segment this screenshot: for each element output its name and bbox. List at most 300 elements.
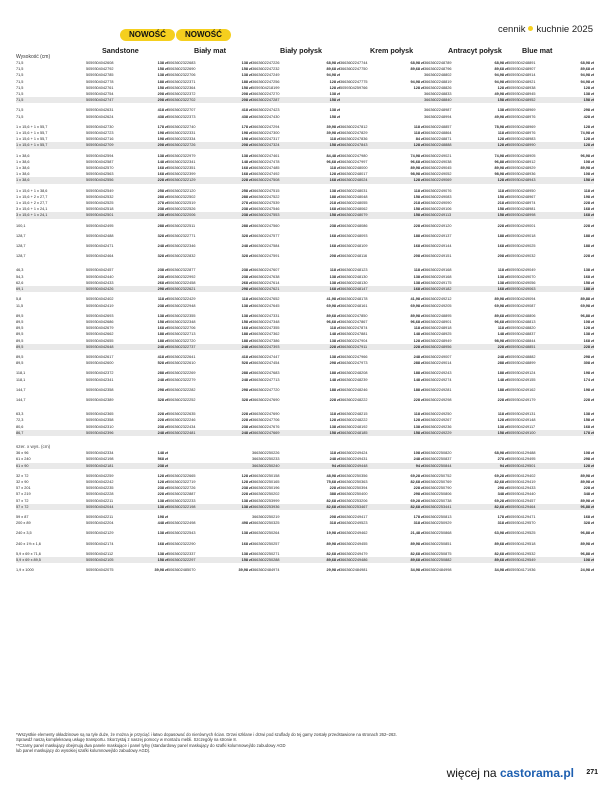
product-code-cell: 3663602247461 [252,153,280,158]
col-header-anthracite-gloss: Antracyt połysk [448,46,502,55]
dimension-cell: 72,3 [16,418,24,423]
product-code-cell: 3663602247867 [340,319,368,324]
product-code-cell: 3663602248840 [424,97,484,103]
product-code-cell: 3663602247607 [252,268,280,273]
product-code-cell: 5063602322948 [168,303,196,308]
footnotes [16,732,436,754]
price-cell: 238 zł [230,212,252,218]
dimension-cell: 57 x 201 [16,486,31,491]
product-code-cell: 3663602248949 [424,338,452,343]
product-code-cell: 3663602247553 [252,212,316,218]
price-cell: 128 zł [329,85,340,90]
price-cell: 198 zł [157,514,168,519]
product-code-cell: 5059304042709 [86,142,144,148]
price-cell: 84,48 zł [326,153,340,158]
col-header-blue-matt: Blue mat [522,46,553,55]
product-code-cell: 3663602248864 [424,131,452,136]
price-cell: 89,98 zł [580,166,594,171]
price-cell: 148 zł [329,332,340,337]
price-cell: 218 zł [413,201,424,206]
product-code-cell: 5059304249148 [508,418,536,423]
price-cell: 388 zł [329,492,340,497]
product-code-cell: 3663602247690 [252,397,280,402]
price-cell: 188 zł [157,79,168,84]
product-code-cell: 5059304248945 [508,92,536,97]
price-cell: 94,98 zł [580,73,594,78]
page-number: 271 [586,769,598,776]
product-code-cell: 3663602247249 [252,73,280,78]
price-cell: 168 zł [157,166,168,171]
price-cell: 268 zł [157,280,168,285]
product-code-cell: 5059304042402 [86,297,114,302]
price-cell: 238 zł [157,303,168,308]
product-code-cell: 3663602247485 [252,166,280,171]
price-cell: 89,68 zł [494,541,508,546]
price-cell: 49,98 zł [494,114,508,119]
price-cell: 138 zł [583,412,594,417]
product-code-cell: 5059304042310 [86,424,114,429]
product-code-cell: 5059304248921 [508,79,536,84]
price-cell: 238 zł [241,486,252,491]
price-cell: 41,98 zł [326,297,340,302]
dimension-cell: 3 x 15,6 + 1 x 24,1 [16,207,48,212]
price-cell: 108 zł [583,451,594,456]
price-cell: 108 zł [583,159,594,164]
price-cell: 228 zł [241,418,252,423]
product-code-cell: 5063602322120 [168,188,196,193]
dimension-cell: 5,9 x 69 x 71,6 [16,551,41,556]
product-code-cell: 3663602247348 [252,319,280,324]
product-code-cell: 3663602248994 [424,114,452,119]
price-cell: 49,98 zł [494,92,508,97]
price-cell: 82,68 zł [494,479,508,484]
product-code-cell: 5059304129570 [508,521,536,526]
product-code-cell: 3663602247997 [340,159,368,164]
price-cell: 94,98 zł [494,79,508,84]
product-code-cell: 3663602248826 [424,85,452,90]
price-cell: 138 zł [413,274,424,279]
dimension-cell: 1 x 38,6 [16,153,30,158]
product-code-cell: 5063602485070 [168,568,196,573]
price-cell: 158 zł [316,142,340,148]
product-code-cell: 5059304248907 [508,67,536,72]
price-cell: 168 zł [316,286,340,292]
product-code-cell: 5063602322610 [168,361,196,366]
price-cell: 138 zł [157,313,168,318]
price-cell: 138 zł [583,92,594,97]
product-code-cell: 5059304042679 [86,326,114,331]
product-code-cell: 5059304042358 [86,387,114,392]
product-code-cell: 3663602247850 [340,313,368,318]
dimension-cell: 1 x 15,6 + 2 x 27,7 [16,194,48,199]
price-cell: 228 zł [497,397,508,402]
price-cell: 138 zł [583,332,594,337]
price-cell: 98,98 zł [494,338,508,343]
product-code-cell: 3663602249424 [340,451,368,456]
price-cell: 158 zł [402,430,424,436]
product-code-cell: 5059304042044 [86,504,144,510]
product-code-cell: 5059304042129 [86,531,114,536]
price-cell: 128 zł [570,463,594,469]
product-code-cell: 3663602247560 [252,223,280,228]
price-cell: 69,28 zł [410,498,424,503]
price-cell: 198 zł [241,131,252,136]
price-cell: 138 zł [329,354,340,359]
dimension-cell: 89,5 [16,354,24,359]
dimension-cell: 71,5 [16,61,24,65]
product-code-cell: 3663602247911 [340,344,402,350]
footnote: *Wszystkie elementy okładzinowe są na tyle duże, że można je przyciąć i łatwo dopasować do nierównych ścian. Drzwi szklane i drzwi pod szuflady do tej gamy zostały przedstawione na stronach 262–263. [16,732,397,737]
product-code-cell: 3663602248109 [340,244,368,249]
price-cell: 288 zł [413,361,424,366]
price-cell: 128 zł [157,479,168,484]
product-code-cell: 5063602322458 [168,280,196,285]
product-code-cell: 5059304249056 [508,280,536,285]
price-cell: 228 zł [583,486,594,491]
product-code-cell: 3663602249182 [424,286,484,292]
product-code-cell: 3663602249168 [424,268,452,273]
price-cell: 178 zł [241,124,252,129]
price-cell: 228 zł [583,254,594,259]
product-code-cell: 5059304042655 [86,338,114,343]
price-cell: 248 zł [329,457,340,462]
product-code-cell: 3663602248161 [340,303,368,308]
product-code-cell: 5059304042259 [86,473,114,478]
price-cell: 118 zł [497,326,508,331]
product-code-cell: 5059304129518 [508,541,536,546]
price-cell: 208 zł [497,254,508,259]
price-cell: 82,68 zł [402,504,424,510]
product-code-cell: 5059304249155 [508,377,536,382]
price-cell: 89,98 zł [580,498,594,503]
price-cell: 298 zł [583,354,594,359]
price-cell: 238 zł [144,463,168,469]
col-header-height: Wysokość (cm) [16,54,51,60]
product-code-cell: 5063602322719 [168,479,196,484]
price-cell: 138 zł [157,153,168,158]
price-cell: 268 zł [241,280,252,285]
price-cell: 89,98 zł [494,297,508,302]
price-cell: 168 zł [570,212,594,218]
product-code-cell: 3663602247522 [252,194,280,199]
product-code-cell: 5063602322720 [168,338,196,343]
product-code-cell: 3663602249083 [424,194,452,199]
price-cell: 208 zł [157,92,168,97]
product-code-cell: 5059304248851 [508,344,570,350]
price-cell: 348 zł [497,492,508,497]
dimension-cell: 54,3 [16,274,24,279]
product-code-cell: 5059304042501 [86,212,144,218]
product-code-cell: 5063602322877 [168,268,196,273]
product-code-cell: 5059304249179 [508,397,536,402]
dimension-cell: 100,1 [16,223,26,228]
dimension-cell: 61 x 240 [16,457,31,462]
price-cell: 228 zł [583,223,594,228]
product-code-cell: 5059304249100 [508,430,570,436]
price-cell: 96,88 zł [580,531,594,536]
product-code-cell: 3663602247584 [252,244,280,249]
price-cell: 78,98 zł [494,124,508,129]
dimension-cell: 86,7 [16,430,86,436]
price-cell: 138 zł [329,108,340,113]
price-cell: 48,98 zł [326,473,340,478]
dimension-cell: 1 x 38,6 [16,159,30,164]
price-cell: 69,28 zł [494,473,508,478]
product-code-cell: 3663602247621 [252,286,316,292]
price-cell: 168 zł [583,338,594,343]
product-code-cell: 3663602484981 [340,568,368,573]
price-cell: 128 zł [413,418,424,423]
product-code-cell: 5063602322713 [168,332,196,337]
price-cell: 39,98 zł [154,568,168,573]
price-cell: 288 zł [241,223,252,228]
product-code-cell: 5059304042211 [86,514,114,519]
price-cell: 69,98 zł [410,303,424,308]
price-cell: 148 zł [329,377,340,382]
product-code-cell: 5059304248967 [508,194,536,199]
price-cell: 188 zł [157,338,168,343]
product-code-cell: 5059304042778 [86,79,114,84]
product-code-cell: 3663602250202 [252,492,280,497]
price-cell: 118 zł [413,188,424,193]
product-code-cell: 3663602250844 [424,463,484,469]
product-code-cell: 3663602250264 [252,531,280,536]
dimension-cell: 1 x 15,6 + 1 x 38,6 [16,188,48,193]
product-code-cell: 5059304248938 [508,85,536,90]
page-header [498,24,593,35]
price-cell: 128 zł [413,338,424,343]
price-cell: 94 zł [484,463,508,469]
price-cell: 328 zł [241,233,252,238]
product-code-cell: 5063602322006 [168,212,230,218]
product-code-cell: 5059304042242 [86,479,114,484]
product-code-cell: 3663602249462 [340,531,368,536]
price-cell: 168 zł [241,326,252,331]
price-cell: 82,68 zł [484,504,508,510]
product-code-cell: 5059304042228 [86,492,114,497]
price-cell: 188 zł [497,387,508,392]
product-code-cell: 5063602322641 [168,354,196,359]
product-code-cell: 5059304042358 [86,418,114,423]
price-cell: 208 zł [241,92,252,97]
product-code-cell: 3663602247515 [252,188,280,193]
product-code-cell: 5059304129433 [508,486,536,491]
price-cell: 138 zł [583,268,594,273]
product-code-cell: 3663602247966 [340,354,368,359]
product-code-cell: 5059304248998 [508,212,570,218]
product-code-cell: 3663602249007 [424,354,452,359]
price-cell: 94,98 zł [326,73,340,78]
dimension-cell: 71,5 [16,73,24,78]
product-code-cell: 3663602250875 [424,551,452,556]
product-code-cell: 3663602249090 [424,201,452,206]
price-cell: 98,98 zł [410,172,424,177]
product-code-cell: 3663602249137 [424,233,452,238]
product-code-cell: 3663602249448 [340,463,402,469]
price-cell: 69,98 zł [494,303,508,308]
price-cell: 96,88 zł [494,159,508,164]
price-cell: 21,48 zł [410,531,424,536]
product-code-cell: 3663602247324 [252,142,316,148]
product-code-cell: 3663602248185 [340,430,402,436]
product-code-cell: 3663602247683 [252,371,280,376]
product-code-cell: 3663602248802 [424,73,452,78]
product-code-cell: 5063602322498 [168,521,196,526]
product-code-cell: 3663602248888 [424,142,484,148]
product-code-cell: 3663602253999 [252,498,280,503]
price-cell: 168 zł [329,207,340,212]
product-code-cell: 3663602248956 [424,344,484,350]
price-cell: 138 zł [157,73,168,78]
dimension-cell: 118,1 [16,377,26,382]
price-cell: 158 zł [241,67,252,72]
product-code-cell: 5063602322279 [168,377,196,382]
dimension-cell: 71,5 [16,114,24,119]
product-code-cell: 3663602250820 [424,451,452,456]
product-code-cell: 5059304042723 [86,131,114,136]
price-cell: 138 zł [241,531,252,536]
product-code-cell: 3663602250356 [340,473,368,478]
product-code-cell: 3663602249236 [424,424,452,429]
price-cell: 248 zł [241,377,252,382]
price-cell: 248 zł [230,344,252,350]
dimension-cell: 1 x 38,6 [16,177,86,183]
price-cell: 128 zł [241,479,252,484]
price-cell: 168 zł [497,244,508,249]
new-badge-sandstone: NOWOŚĆ [120,29,175,41]
price-cell: 19,98 zł [326,531,340,536]
price-cell: 94,98 zł [494,73,508,78]
price-cell: 82,68 zł [410,551,424,556]
price-cell: 228 zł [230,177,252,183]
product-code-cell: 3663602248918 [424,326,452,331]
price-cell: 418 zł [241,354,252,359]
product-code-cell: 5059304248929 [508,166,536,171]
price-cell: 118 zł [329,268,340,273]
price-cell: 118 zł [497,188,508,193]
product-code-cell: 5059304042495 [86,223,114,228]
dimension-cell: 69,1 [16,286,86,292]
product-code-cell: 3663602250158 [252,473,280,478]
product-code-cell: 5063602322348 [168,319,196,324]
product-code-cell: 3663602250929 [424,521,452,526]
price-cell: 168 zł [241,541,252,546]
product-code-cell: 3663602250813 [424,514,452,519]
price-cell: 94,98 zł [580,79,594,84]
product-code-cell: 3663602248031 [340,188,368,193]
product-code-cell: 3663602247750 [340,67,368,72]
product-code-cell: 3663602249038 [424,159,452,164]
dimension-cell: 128,7 [16,254,26,259]
price-cell: 128 zł [497,137,508,142]
price-cell: 298 zł [144,286,168,292]
product-code-cell: 5059304249094 [508,297,536,302]
price-cell: 96,68 zł [326,319,340,324]
product-code-cell: 5059304042792 [86,67,114,72]
product-code-cell: 3663602249417 [340,514,368,519]
price-cell: 228 zł [413,223,424,228]
product-code-cell: 5059304248820 [508,326,536,331]
product-code-cell: 3663602248192 [340,424,368,429]
product-code-cell: 5063602322992 [168,274,196,279]
price-cell: 288 zł [497,361,508,366]
price-cell: 89,98 zł [494,166,508,171]
price-cell: 34,98 zł [410,568,424,573]
price-cell: 238 zł [241,274,252,279]
product-code-cell: 5059304248905 [508,153,536,158]
product-code-cell: 5059304248983 [508,137,536,142]
price-cell: 228 zł [329,486,340,491]
product-code-cell: 5059304129525 [508,531,536,536]
price-cell: 228 zł [144,177,168,183]
product-code-cell: 5063602322887 [168,492,196,497]
product-code-cell: 3663602248086 [340,223,368,228]
price-cell: 75,68 zł [326,479,340,484]
product-code-cell: 3663602250400 [340,492,368,497]
price-cell: 158 zł [329,114,340,119]
product-code-cell: 5063602322331 [168,131,196,136]
price-table [16,60,594,573]
product-code-cell: 5059304042426 [86,286,144,292]
product-code-cell: 3663602248901 [424,319,452,324]
product-code-cell: 3663602247362 [252,332,280,337]
price-cell: 498 zł [241,521,252,526]
product-code-cell: 5059304042624 [86,114,114,119]
price-cell: 148 zł [157,451,168,456]
price-cell: 158 zł [413,207,424,212]
price-cell: 39,98 zł [326,131,340,136]
product-code-cell: 5059304042396 [86,430,144,436]
product-code-cell: 3663602247706 [252,418,280,423]
product-code-cell: 5059304249131 [508,412,536,417]
price-cell: 96,98 zł [580,153,594,158]
col-header-sandstone: Sandstone [102,46,139,55]
product-code-cell: 5059304248899 [508,361,536,366]
product-code-cell: 5059304249001 [508,223,536,228]
website-link[interactable] [447,766,574,780]
price-cell: 89,68 zł [410,67,424,72]
price-cell: 218 zł [329,201,340,206]
product-code-cell: 3663602247652 [252,297,280,302]
dimension-cell: 57 x 72 [16,498,29,503]
price-cell: 138 zł [329,274,340,279]
product-code-cell: 5059304248969 [508,108,536,113]
product-code-cell: 5063602322771 [168,233,196,238]
price-cell: 168 zł [329,233,340,238]
dimension-cell: 71,5 [16,79,24,84]
product-code-cell: 5059304042587 [86,159,114,164]
product-code-cell: 5059304042341 [86,377,114,382]
price-cell: 248 zł [497,354,508,359]
price-cell: 89,68 zł [316,557,340,563]
product-code-cell: 3663602247638 [252,274,280,279]
product-code-cell: 3663602247300 [252,131,280,136]
price-cell: 138 zł [241,498,252,503]
col-header-cream-gloss: Krem połysk [370,46,414,55]
product-code-cell: 5059304042532 [86,194,114,199]
price-cell: 158 zł [484,430,508,436]
product-code-cell: 5059304042761 [86,85,114,90]
product-code-cell: 3663602248246 [340,387,368,392]
price-cell: 128 zł [570,142,594,148]
price-cell: 118 zł [329,412,340,417]
price-cell: 158 zł [402,212,424,218]
product-code-cell: 3663602250165 [252,479,280,484]
product-code-cell: 3663602247226 [252,61,280,65]
price-cell: 158 zł [157,319,168,324]
price-cell: 158 zł [316,97,340,103]
price-cell: 41,98 zł [410,297,424,302]
